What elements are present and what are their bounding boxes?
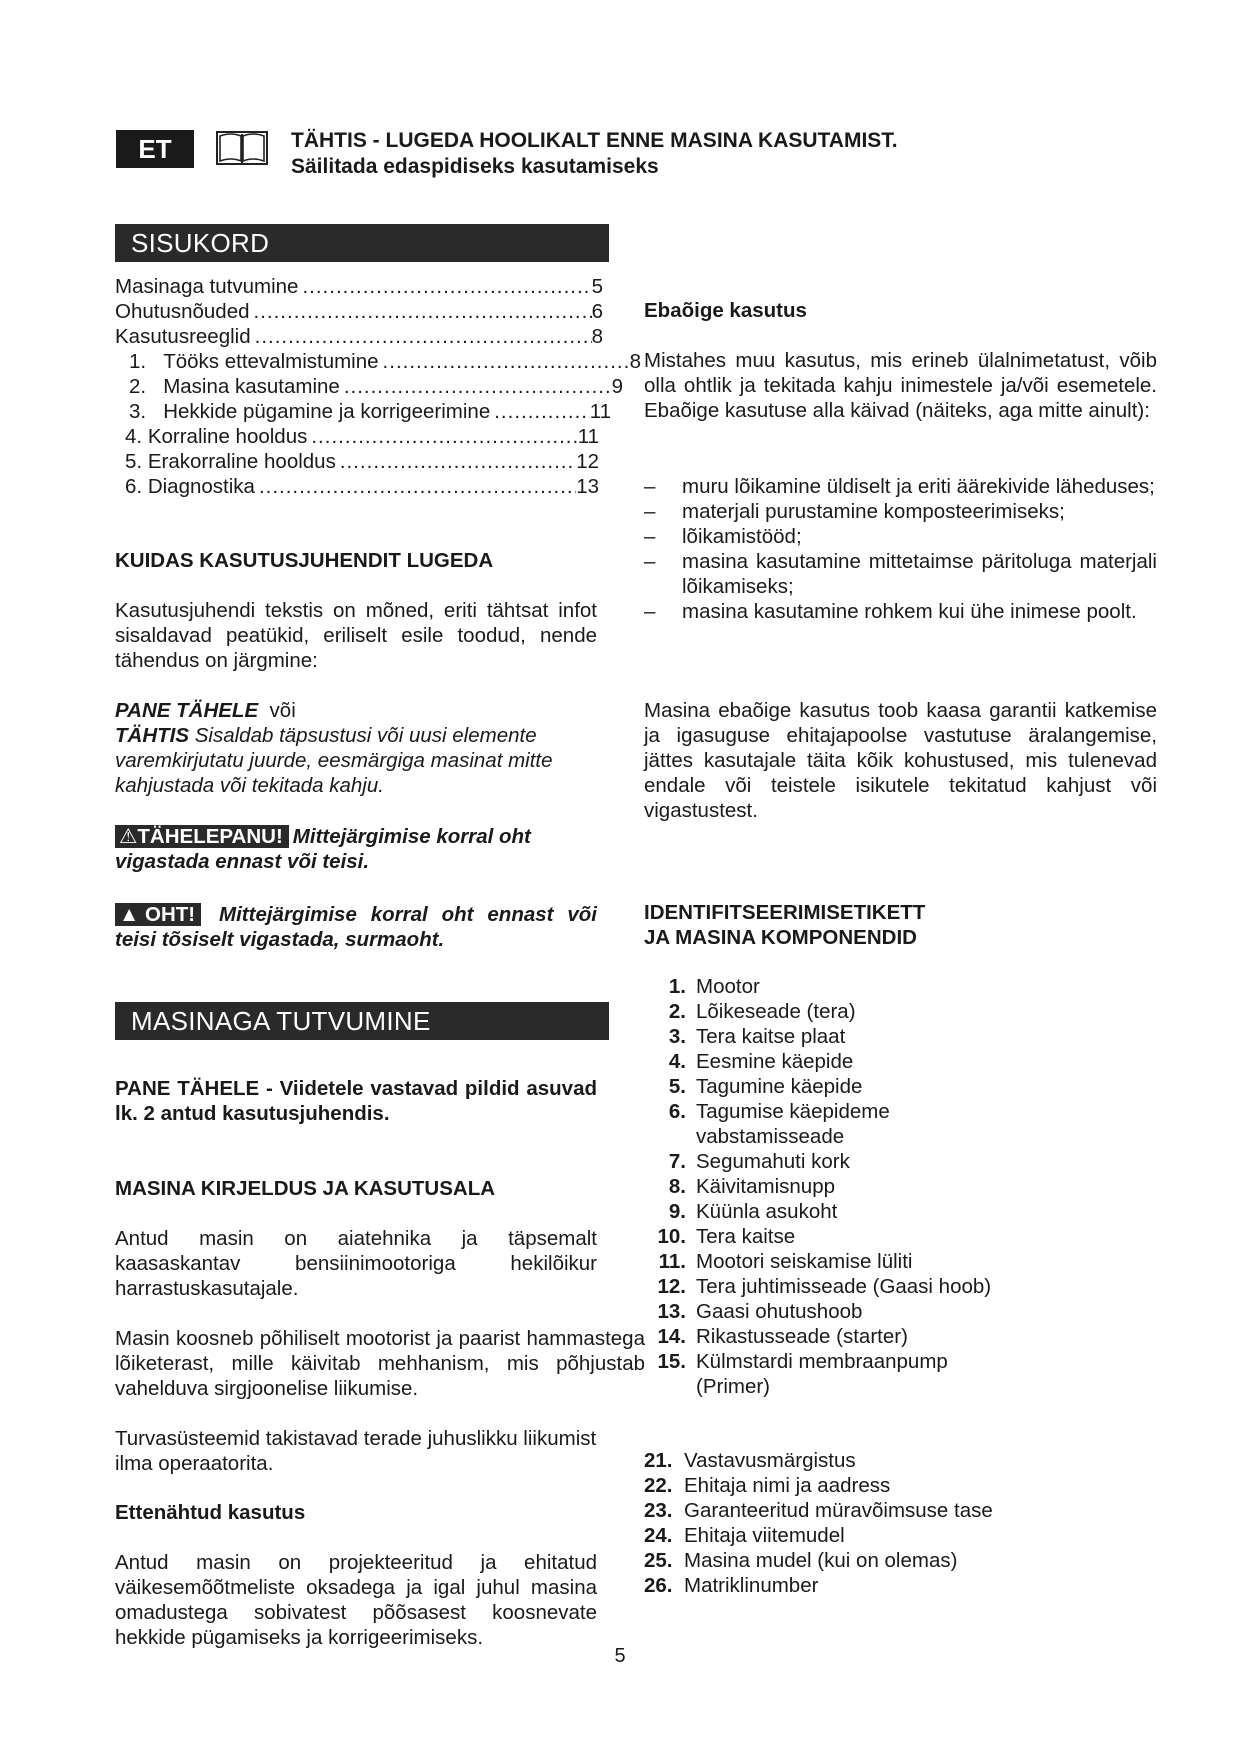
toc-item-page: 8 xyxy=(591,325,603,348)
toc-item-num: 2. xyxy=(129,375,147,398)
list-item: – materjali purustamine komposteerimiseks; xyxy=(644,499,1157,524)
list-item xyxy=(644,1573,1064,1598)
danger-label-badge xyxy=(115,903,201,926)
list-item-number: 1. xyxy=(668,975,686,998)
list-item xyxy=(644,1024,1064,1049)
list-item xyxy=(644,1548,1064,1573)
toc-item-num: 1. xyxy=(129,350,147,373)
warning-triangle-icon: ▲ xyxy=(119,903,140,926)
misuse-heading: Ebaõige kasutus xyxy=(644,299,807,322)
list-item-text: masina kasutamine rohkem kui ühe inimese poolt. xyxy=(682,600,1137,623)
list-item-number: 2. xyxy=(668,1000,686,1023)
list-item: – muru lõikamine üldiselt ja eriti äärekivide läheduses; xyxy=(644,474,1157,499)
toc-item[interactable] xyxy=(115,324,603,349)
toc-item[interactable] xyxy=(115,399,611,424)
toc-item-num: 5. xyxy=(125,450,143,473)
toc-item-page: 11 xyxy=(589,400,611,423)
list-item-text: Mootori seiskamise lüliti xyxy=(696,1250,913,1273)
list-item-number: 14. xyxy=(657,1325,686,1348)
list-item-text: Tera kaitse plaat xyxy=(696,1025,846,1048)
toc-item[interactable] xyxy=(115,349,641,374)
components-list xyxy=(644,974,1064,1399)
header-text xyxy=(291,128,898,180)
list-item-text: Lõikeseade (tera) xyxy=(696,1000,856,1023)
toc-item-page: 11 xyxy=(577,425,599,448)
list-item-text: Masina mudel (kui on olemas) xyxy=(684,1549,958,1572)
caution-label: TÄHELEPANU! xyxy=(137,825,283,848)
caution-block xyxy=(115,824,597,874)
misuse-paragraph-2: Masina ebaõige kasutus toob kaasa garantii katkemise ja igasuguse ehitajapoolse vastutuse äralangemise, jättes kasutajale täita kõik kohustused, mis tulenevad endale või teistele isikutele tekitatud kahjust või vigastustest. xyxy=(644,699,1157,822)
note-or: või xyxy=(269,699,296,722)
page-number: 5 xyxy=(614,1645,626,1667)
list-item-number: 25. xyxy=(644,1549,673,1572)
label-items-list xyxy=(644,1448,1064,1598)
list-item-text: muru lõikamine üldiselt ja eriti äärekivide läheduses; xyxy=(682,475,1155,498)
list-item: – lõikamistööd; xyxy=(644,524,1157,549)
list-item xyxy=(644,974,1064,999)
list-item: – masina kasutamine mittetaimse päritoluga materjali lõikamiseks; xyxy=(644,550,1157,598)
list-item-text: Garanteeritud müravõimsuse tase xyxy=(684,1499,993,1522)
list-item-text: Matriklinumber xyxy=(684,1574,819,1597)
list-item-text: Tagumine käepide xyxy=(696,1075,863,1098)
list-item xyxy=(644,999,1064,1024)
misuse-paragraph-1: Mistahes muu kasutus, mis erineb ülalnimetatust, võib olla ohtlik ja tekitada kahju inimestele ja/või esemetele. Ebaõige kasutuse alla käivad (näiteks, aga mitte ainult): xyxy=(644,349,1157,422)
list-item xyxy=(644,1049,1064,1074)
list-item-text: Tagumise käepideme vabstamisseade xyxy=(696,1100,890,1148)
list-item-number: 9. xyxy=(668,1200,686,1223)
toc-item[interactable] xyxy=(115,474,599,499)
caution-text: Mittejärgimise korral oht vigastada ennast või teisi. xyxy=(115,825,531,873)
list-item-text: Mootor xyxy=(696,975,760,998)
list-item-number: 8. xyxy=(668,1175,686,1198)
list-item-text: Segumahuti kork xyxy=(696,1150,850,1173)
list-item xyxy=(644,1473,1064,1498)
list-item-number: 12. xyxy=(657,1275,686,1298)
toc-item-page: 13 xyxy=(576,475,599,498)
toc-item-label: Diagnostika xyxy=(147,475,255,498)
list-item-number: 4. xyxy=(668,1050,686,1073)
list-item xyxy=(644,1249,1064,1274)
toc-title-bar: SISUKORD xyxy=(115,224,609,262)
toc-item-num: 6. xyxy=(125,475,143,498)
toc-item-label: Erakorraline hooldus xyxy=(147,450,336,473)
caution-label-badge xyxy=(115,825,289,848)
list-item-number: 10. xyxy=(657,1225,686,1248)
list-item-text: lõikamistööd; xyxy=(682,525,802,548)
list-item-text: Eesmine käepide xyxy=(696,1050,854,1073)
list-item-number: 7. xyxy=(668,1150,686,1173)
important-label: TÄHTIS xyxy=(115,724,190,747)
list-item-number: 26. xyxy=(644,1574,673,1597)
intended-use-paragraph: Antud masin on projekteeritud ja ehitatud väikesemõõtmeliste oksadega ja igal juhul masina omadustega sobivatest põõsasest koosnevate hekkide pügamiseks ja korrigeerimiseks. xyxy=(115,1551,597,1649)
list-item-number: 23. xyxy=(644,1499,673,1522)
toc-item[interactable] xyxy=(115,424,599,449)
intended-use-heading: Ettenähtud kasutus xyxy=(115,1501,306,1524)
list-item-number: 15. xyxy=(657,1350,686,1373)
toc-item[interactable] xyxy=(115,299,603,324)
list-item-text: Küünla asukoht xyxy=(696,1200,838,1223)
list-item xyxy=(644,1199,1064,1224)
list-item xyxy=(644,1274,1064,1299)
list-item-text: masina kasutamine mittetaimse päritoluga materjali lõikamiseks; xyxy=(682,550,1157,598)
description-heading: MASINA KIRJELDUS JA KASUTUSALA xyxy=(115,1177,496,1200)
toc-item-label: Tööks ettevalmistumine xyxy=(163,350,379,373)
list-item-number: 3. xyxy=(668,1025,686,1048)
intro-note: PANE TÄHELE - Viidetele vastavad pildid asuvad lk. 2 antud kasutusjuhendis. xyxy=(115,1077,597,1125)
description-p1: Antud masin on aiatehnika ja täpsemalt kaasaskantav bensiinimootoriga hekilõikur harrastuskasutajale. xyxy=(115,1227,597,1300)
list-item-text: Käivitamisnupp xyxy=(696,1175,836,1198)
list-item-text: Ehitaja viitemudel xyxy=(684,1524,845,1547)
list-item-number: 13. xyxy=(657,1300,686,1323)
list-item-text: Külmstardi membraanpump (Primer) xyxy=(696,1350,948,1398)
toc-item[interactable] xyxy=(115,374,623,399)
list-item xyxy=(644,1149,1064,1174)
list-item xyxy=(644,1299,1064,1324)
list-item-number: 6. xyxy=(668,1100,686,1123)
toc-item-page: 6 xyxy=(591,300,603,323)
list-item-text: materjali purustamine komposteerimiseks; xyxy=(682,500,1065,523)
toc-list xyxy=(115,274,641,499)
list-item xyxy=(644,1174,1064,1199)
description-p2: Masin koosneb põhiliselt mootorist ja paarist hammastega lõiketerast, mille käivitab mehhanism, mis põhjustab vahelduva sirgjoonelise liikumise. xyxy=(115,1327,645,1400)
toc-item-page: 8 xyxy=(629,350,641,373)
misuse-list xyxy=(644,474,1157,624)
components-heading-line-2: JA MASINA KOMPONENDID xyxy=(644,926,917,949)
danger-block xyxy=(115,902,597,952)
book-icon xyxy=(214,128,270,173)
note-label: PANE TÄHELE xyxy=(115,699,259,722)
danger-text: Mittejärgimise korral oht ennast või teisi tõsiselt vigastada, surmaoht. xyxy=(115,903,597,951)
list-item-number: 11. xyxy=(658,1250,686,1273)
toc-item-label: Masinaga tutvumine xyxy=(115,275,299,298)
language-badge: ET xyxy=(116,130,194,168)
list-item xyxy=(644,1498,1064,1523)
toc-item-label: Kasutusreeglid xyxy=(115,325,251,348)
list-item xyxy=(644,1523,1064,1548)
components-heading xyxy=(644,900,1157,950)
toc-item-page: 12 xyxy=(576,450,599,473)
list-item-number: 24. xyxy=(644,1524,673,1547)
list-item xyxy=(644,1099,974,1149)
list-item xyxy=(644,1324,1064,1349)
list-item-text: Ehitaja nimi ja aadress xyxy=(684,1474,891,1497)
list-item-text: Rikastusseade (starter) xyxy=(696,1325,908,1348)
list-item xyxy=(644,1074,1064,1099)
warning-triangle-icon: ⚠ xyxy=(119,825,138,848)
toc-item-page: 5 xyxy=(591,275,603,298)
list-item-text: Gaasi ohutushoob xyxy=(696,1300,863,1323)
list-item-text: Tera kaitse xyxy=(696,1225,796,1248)
toc-item-num: 4. xyxy=(125,425,143,448)
description-p3: Turvasüsteemid takistavad terade juhuslikku liikumist ilma operaatorita. xyxy=(115,1427,597,1475)
toc-item-label: Korraline hooldus xyxy=(147,425,308,448)
list-item xyxy=(644,1448,1064,1473)
list-item-text: Vastavusmärgistus xyxy=(684,1449,856,1472)
list-item xyxy=(644,1224,1064,1249)
toc-item-label: Hekkide pügamine ja korrigeerimine xyxy=(163,400,491,423)
important-text: Sisaldab täpsustusi või uusi elemente varemkirjutatu juurde, eesmärgiga masinat mitte kahjustada või tekitada kahju. xyxy=(115,724,553,797)
how-to-read-heading: KUIDAS KASUTUSJUHENDIT LUGEDA xyxy=(115,549,494,572)
list-item: – masina kasutamine rohkem kui ühe inimese poolt. xyxy=(644,599,1157,624)
intro-title-bar: MASINAGA TUTVUMINE xyxy=(115,1002,609,1040)
note-block xyxy=(115,698,597,798)
toc-item[interactable] xyxy=(115,449,599,474)
header-line-1: TÄHTIS - LUGEDA HOOLIKALT ENNE MASINA KASUTAMIST. xyxy=(291,129,898,152)
list-item-text: Tera juhtimisseade (Gaasi hoob) xyxy=(696,1275,992,1298)
toc-item-page: 9 xyxy=(611,375,623,398)
list-item-number: 22. xyxy=(644,1474,673,1497)
components-heading-line-1: IDENTIFITSEERIMISETIKETT xyxy=(644,901,926,924)
toc-item[interactable] xyxy=(115,274,603,299)
list-item xyxy=(644,1349,994,1399)
toc-item-num: 3. xyxy=(129,400,147,423)
toc-item-label: Masina kasutamine xyxy=(163,375,340,398)
list-item-number: 5. xyxy=(668,1075,686,1098)
danger-label: OHT! xyxy=(145,903,196,926)
toc-item-label: Ohutusnõuded xyxy=(115,300,250,323)
how-to-read-paragraph: Kasutusjuhendi tekstis on mõned, eriti tähtsat infot sisaldavad peatükid, eriliselt esile toodud, nende tähendus on järgmine: xyxy=(115,599,597,672)
header-line-2: Säilitada edaspidiseks kasutamiseks xyxy=(291,155,659,178)
list-item-number: 21. xyxy=(644,1449,673,1472)
